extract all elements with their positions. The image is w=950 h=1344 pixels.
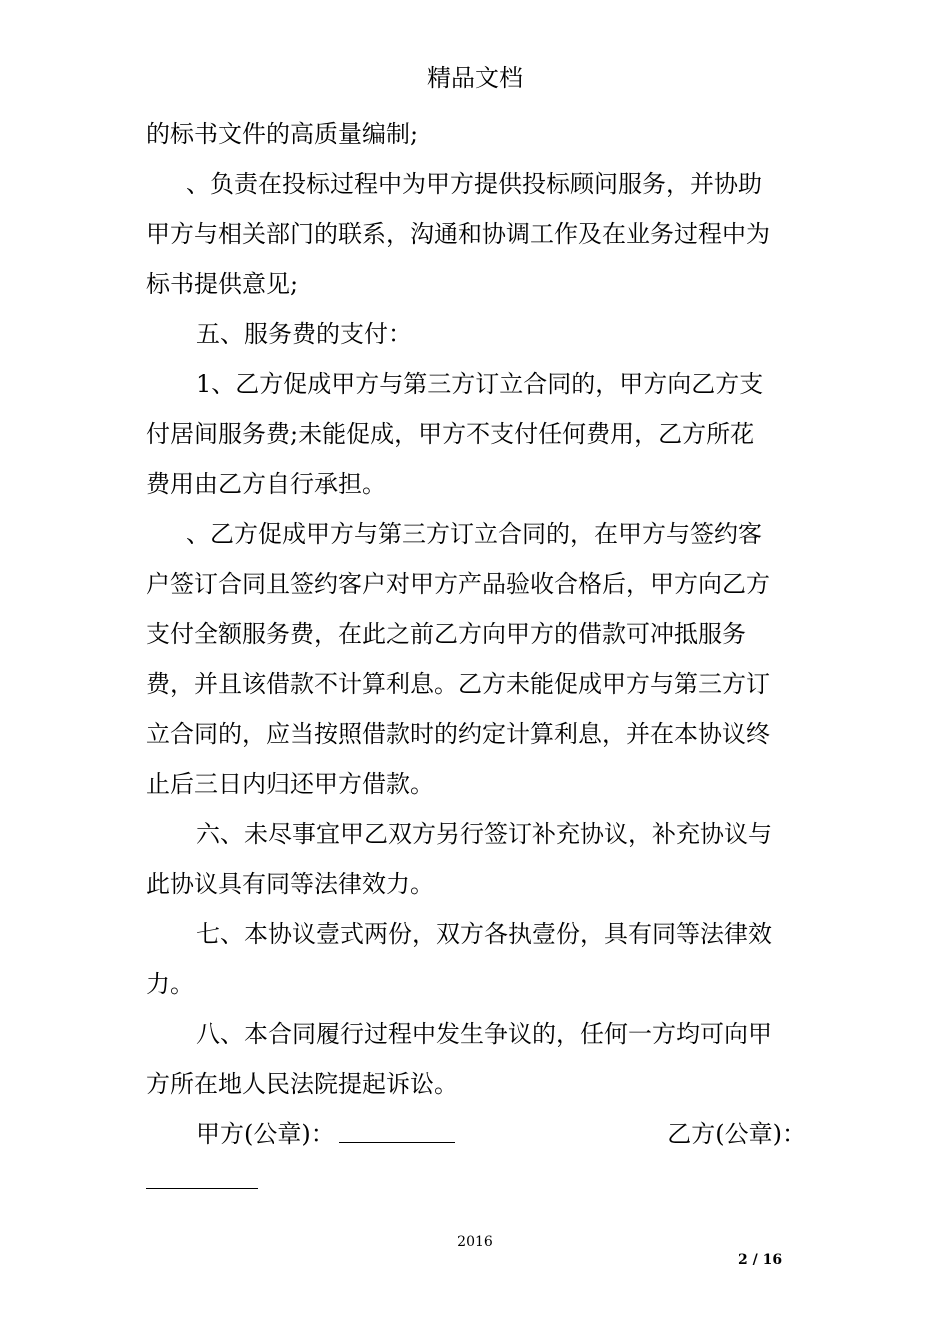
paragraph-line: 、乙方促成甲方与第三方订立合同的，在甲方与签约客 (186, 520, 762, 548)
paragraph-line: 七、本协议壹式两份，双方各执壹份，具有同等法律效 (196, 920, 772, 948)
paragraph-line: 支付全额服务费，在此之前乙方向甲方的借款可冲抵服务 (146, 620, 746, 648)
footer-year: 2016 (457, 1234, 493, 1250)
party-a-signature (196, 1114, 455, 1154)
page-number: 2 / 16 (738, 1252, 783, 1268)
paragraph-line: 户签订合同且签约客户对甲方产品验收合格后，甲方向乙方 (146, 570, 770, 598)
section-heading: 五、服务费的支付： (196, 320, 412, 348)
paragraph-line: 的标书文件的高质量编制; (146, 120, 419, 148)
signature-row (146, 1114, 836, 1164)
contract-body (146, 114, 836, 1164)
paragraph-line: 止后三日内归还甲方借款。 (146, 770, 434, 798)
paragraph-line: 、负责在投标过程中为甲方提供投标顾问服务，并协助 (186, 170, 762, 198)
paragraph-line: 方所在地人民法院提起诉讼。 (146, 1070, 458, 1098)
paragraph-line: 甲方与相关部门的联系，沟通和协调工作及在业务过程中为 (146, 220, 770, 248)
party-a-label: 甲方(公章)： (196, 1120, 335, 1148)
party-b-label: 乙方(公章)： (667, 1120, 806, 1148)
paragraph-line: 力。 (146, 970, 194, 998)
page-header: 精品文档 (427, 64, 523, 92)
paragraph-line: 费，并且该借款不计算利息。乙方未能促成甲方与第三方订 (146, 670, 770, 698)
paragraph-line: 八、本合同履行过程中发生争议的，任何一方均可向甲 (196, 1020, 772, 1048)
paragraph-line: 六、未尽事宜甲乙双方另行签订补充协议，补充协议与 (196, 820, 772, 848)
paragraph-line: 标书提供意见; (146, 270, 299, 298)
paragraph-line: 费用由乙方自行承担。 (146, 470, 386, 498)
party-a-blank (339, 1114, 455, 1143)
party-b-blank (146, 1188, 258, 1189)
paragraph-line: 1、乙方促成甲方与第三方订立合同的，甲方向乙方支 (196, 370, 764, 398)
paragraph-line: 付居间服务费;未能促成，甲方不支付任何费用，乙方所花 (146, 420, 755, 448)
paragraph-line: 此协议具有同等法律效力。 (146, 870, 434, 898)
paragraph-line: 立合同的，应当按照借款时的约定计算利息，并在本协议终 (146, 720, 770, 748)
